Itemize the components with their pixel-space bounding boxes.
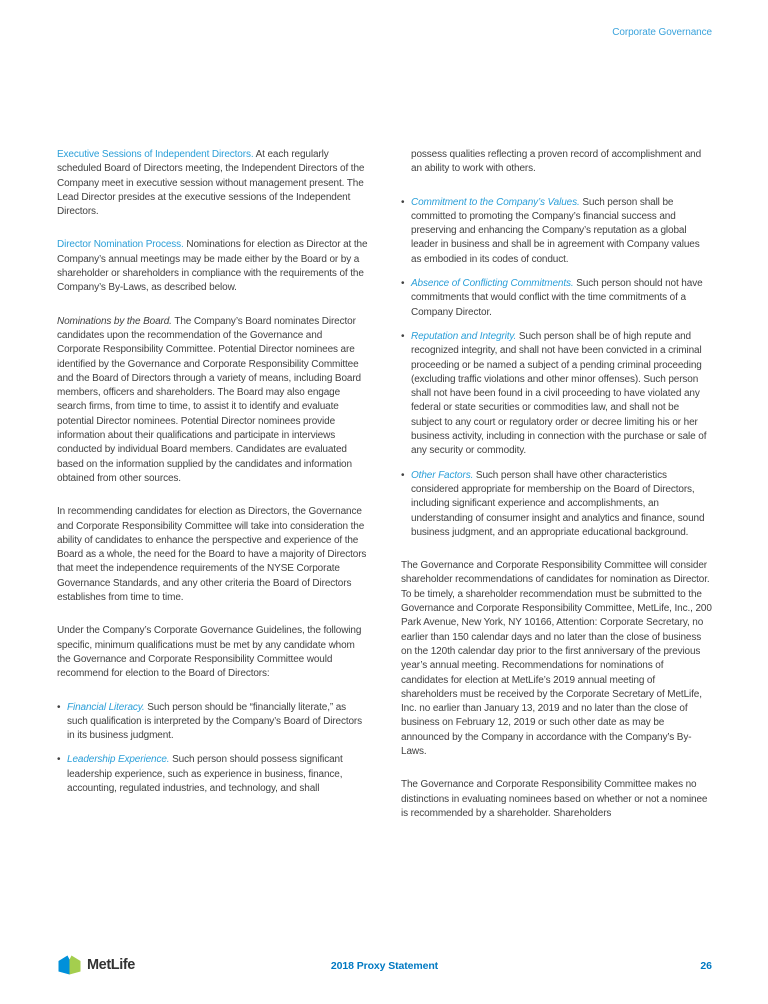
paragraph-continuation: possess qualities reflecting a proven record of accomplishment and an ability to work with others. — [411, 149, 702, 175]
paragraph-shareholder-recommendations: The Governance and Corporate Responsibility Committee will consider shareholder recommendations of candidates for nomination as Director. To be timely, a shareholder recommendation must be submitted to the Governance and Corporate Responsibility Committee, MetLife, Inc., 200 Park Avenue, New York, NY 10166, Attention: Corporate Secretary, no earlier than 150 calendar days and no later than the close of business on the 120th calendar day prior to the first anniversary of the previous year’s annual meeting. Recommendations for nominations of candidates for election at MetLife’s 2019 annual meeting of shareholders must be received by the Corporate Secretary of MetLife, Inc. no earlier than January 13, 2019 and no later than the close of business on February 12, 2019 or such other date as may be announced by the Company in accordance with the Company’s By-Laws. — [401, 560, 712, 757]
bullet-lead: Absence of Conflicting Commitments. — [411, 278, 574, 290]
bullet-reputation-integrity — [401, 330, 712, 459]
qualifications-bullet-list — [57, 701, 368, 797]
paragraph-guidelines-qualifications: Under the Company’s Corporate Governance Guidelines, the following specific, minimum qualifications must be met by any candidate whom the Governance and Corporate Responsibility Committee would recommend for election to the Board of Directors: — [57, 625, 362, 680]
paragraph-lead: Executive Sessions of Independent Directors. — [57, 149, 254, 160]
paragraph-director-nomination-process — [57, 238, 368, 295]
section-header: Corporate Governance — [612, 27, 712, 38]
footer-title: 2018 Proxy Statement — [330, 960, 439, 972]
bullet-lead: Other Factors. — [411, 469, 474, 481]
bullet-lead: Commitment to the Company’s Values. — [411, 196, 580, 208]
paragraph-recommending-candidates: In recommending candidates for election as Directors, the Governance and Corporate Responsibility Committee will take into consideration the ability of candidates to enhance the perspective and experience of the Board as a whole, the need for the Board to have a majority of Directors that meet the independence requirements of the NYSE Corporate Governance Standards, and any other criteria the Board of Directors establishes from time to time. — [57, 506, 367, 604]
bullet-text: Such person should be “financially literate,” as such qualification is interpreted by the Company’s Board of Directors in its business judgment. — [67, 701, 363, 742]
page-footer — [57, 952, 712, 982]
paragraph-lead: Nominations by the Board. — [57, 315, 172, 327]
right-column — [401, 148, 712, 821]
bullet-text: Such person shall be of high repute and recognized integrity, and shall not have been convicted in a criminal proceeding or be named a subject of a pending criminal proceeding (excluding traffic violations and other minor offenses). Such person shall not have been found in a civil proceeding to have violated any federal or state securities or commodities law, and shall not be subject to any court or regulatory order or decree limiting his or her business activity, including in connection with the purchase or sale of any security or commodity. — [411, 330, 707, 457]
left-column — [57, 148, 368, 821]
paragraph-text: The Company’s Board nominates Director candidates upon the recommendation of the Governance and Corporate Responsibility Committee. Potential Director nominees are identified by the Governance and Corporate Responsibility Committee and the Board of Directors through a variety of means, including Board members, officers and shareholders. The Board may also engage search firms, from time to time, to assist it to identify and evaluate potential Director nominees. Potential Director nominees provide information about their qualifications and participate in interviews conducted by individual Board members. Candidates are evaluated based on the information supplied by the candidates and information obtained from other sources. — [57, 315, 361, 484]
brand-wordmark: MetLife — [87, 957, 135, 973]
bullet-text: Such person shall have other characteristics considered appropriate for membership on the Board of Directors, including significant experience and accomplishments, an understanding of consumer insight and analytics and finance, sound business judgment, and an appropriate educational background. — [411, 469, 705, 538]
paragraph-no-distinctions: The Governance and Corporate Responsibility Committee makes no distinctions in evaluating nominees based on whether or not a nominee is recommended by a shareholder. Shareholders — [401, 779, 708, 819]
paragraph-text: Nominations for election as Director at the Company’s annual meetings may be made either by the Board or by a shareholder or shareholders in compliance with the requirements of the Company’s By-Laws, as described below. — [57, 239, 368, 294]
bullet-lead: Financial Literacy. — [67, 701, 145, 713]
bullet-financial-literacy — [57, 701, 368, 744]
bullet-text: Such person should not have commitments that would conflict with the time commitments of a Company Director. — [411, 278, 703, 318]
bullet-lead: Reputation and Integrity. — [411, 330, 517, 342]
bullet-lead: Leadership Experience. — [67, 754, 170, 766]
page-number: 26 — [700, 960, 712, 972]
bullet-absence-conflicting-commitments — [401, 277, 712, 320]
bullet-text: Such person shall be committed to promoting the Company’s financial success and preserving and enhancing the Company’s reputation as a global leader in business and shall be in agreement with Company values as embodied in its codes of conduct. — [411, 196, 700, 265]
paragraph-executive-sessions — [57, 148, 368, 219]
paragraph-nominations-by-board — [57, 315, 368, 487]
bullet-other-factors — [401, 469, 712, 540]
qualifications-bullet-list-continued — [401, 196, 712, 541]
bullet-leadership-experience — [57, 753, 368, 796]
bullet-commitment-values — [401, 196, 712, 267]
paragraph-text: At each regularly scheduled Board of Directors meeting, the Independent Directors of the Company meet in executive session without management present. The Lead Director presides at the executive sessions of the Independent Directors. — [57, 149, 365, 218]
paragraph-lead: Director Nomination Process. — [57, 239, 184, 251]
page-body — [57, 148, 712, 821]
bullet-text: Such person should possess significant leadership experience, such as experience in business, finance, accounting, regulated industries, and technology, and shall — [67, 754, 343, 794]
